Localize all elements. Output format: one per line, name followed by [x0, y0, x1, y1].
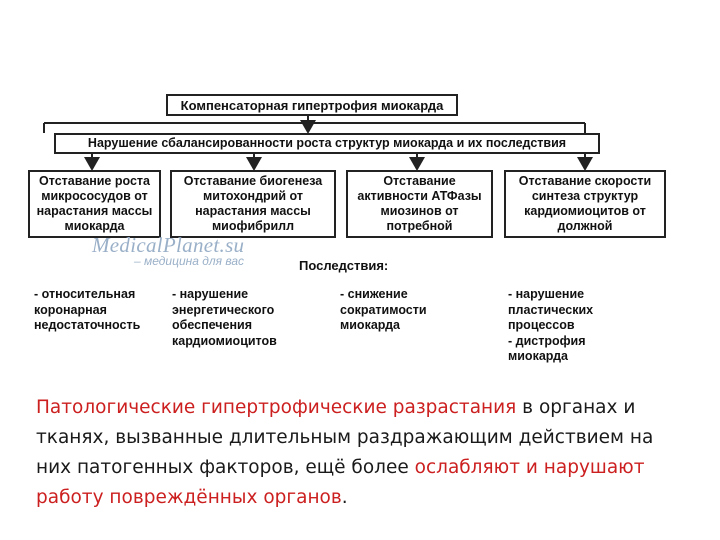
caption-plain-1: в органах и тканях, вызванные длительным раздражающим действием на них патогенных факторов, ещё более — [36, 397, 654, 478]
cause-box-4 — [504, 170, 666, 238]
cause-box-3 — [346, 170, 493, 238]
caption-highlight-2: ослабляют и нарушают работу повреждённых органов — [36, 457, 645, 508]
top-box-label: Компенсаторная гипертрофия миокарда — [180, 97, 444, 113]
watermark-logo: MedicalPlanet.su — [92, 233, 245, 257]
consequence-3: - снижение сократимости миокарда — [340, 287, 427, 332]
caption-plain-2: . — [341, 487, 348, 508]
watermark-subtitle: – медицина для вас — [134, 254, 245, 268]
cause-label-2: Отставание биогенеза митохондрий от нарастания массы миофибрилл — [183, 174, 323, 233]
caption-text — [36, 393, 686, 513]
consequences-label: Последствия: — [299, 258, 389, 273]
top-box — [166, 94, 458, 116]
consequence-4: - нарушение пластических процессов - дистрофия миокарда — [508, 287, 594, 363]
caption-highlight-1: Патологические гипертрофические разрастания — [36, 397, 517, 418]
consequence-2: - нарушение энергетического обеспечения кардиомиоцитов — [172, 287, 277, 348]
middle-box — [54, 133, 600, 154]
cause-label-4: Отставание скорости синтеза структур кардиомиоцитов от должной — [518, 174, 652, 233]
cause-box-1 — [28, 170, 161, 238]
cause-box-2 — [170, 170, 336, 238]
cause-label-3: Отставание активности АТФазы миозинов от потребной — [357, 174, 482, 233]
consequence-1: - относительная коронарная недостаточность — [34, 287, 141, 332]
middle-box-label: Нарушение сбалансированности роста структур миокарда и их последствия — [87, 136, 567, 150]
cause-label-1: Отставание роста микрососудов от нарастания массы миокарда — [36, 174, 153, 233]
